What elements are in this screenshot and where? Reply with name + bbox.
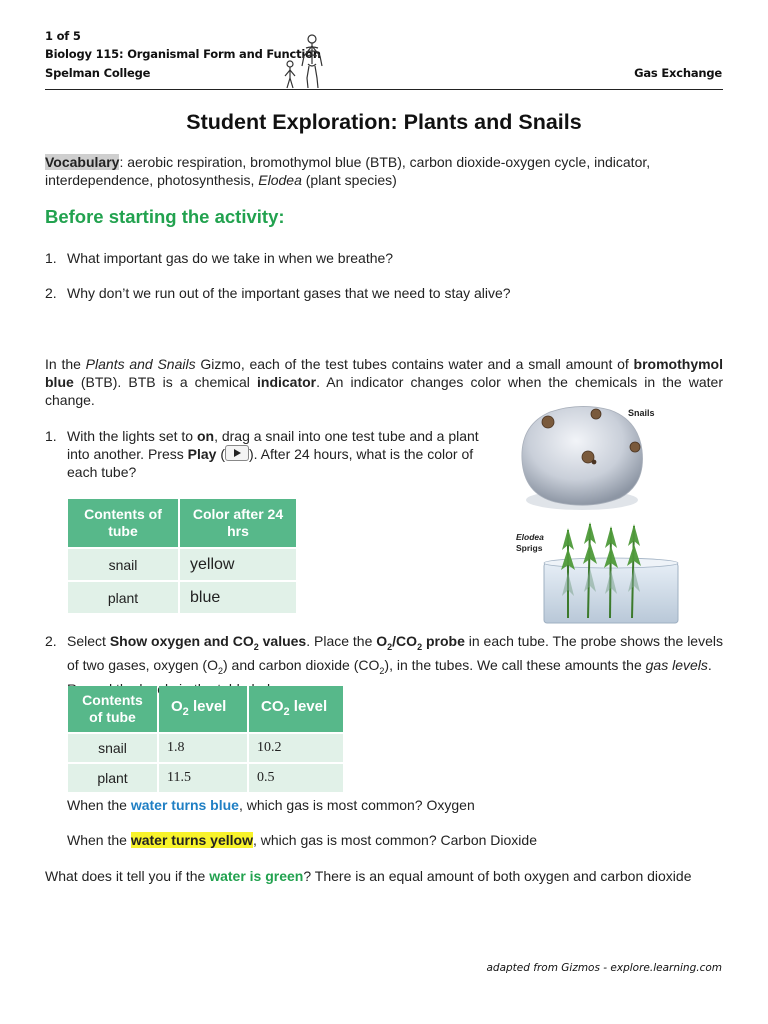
color-table-content: snail xyxy=(68,549,178,580)
color-table-answer[interactable]: yellow xyxy=(180,549,296,580)
q1-on: on xyxy=(196,428,215,444)
table-row xyxy=(68,582,296,613)
gas-levels-table xyxy=(66,684,345,794)
q2-text-a: Select xyxy=(67,633,110,649)
gas-table-o2-value[interactable]: 11.5 xyxy=(159,764,247,792)
header-rule xyxy=(45,89,723,90)
snails-elodea-figure xyxy=(510,400,690,628)
gas-table-co2-rest: level xyxy=(289,697,328,715)
table-row xyxy=(68,549,296,580)
green-q-text-b: ? There is an equal amount of both oxygen and carbon dioxide xyxy=(303,868,692,884)
vocabulary-text-a: : aerobic respiration, bromothymol blue (BTB), carbon dioxide-oxygen cycle, indicator, interdependence, photosynthesis, xyxy=(45,154,651,188)
vocabulary-elodea: Elodea xyxy=(258,172,302,188)
page-title: Student Exploration: Plants and Snails xyxy=(186,110,582,134)
green-water-highlight: water is green xyxy=(209,868,304,884)
prior-question-2-number: 2. xyxy=(45,285,57,301)
yellow-q-text-b: , which gas is most common? Carbon Dioxide xyxy=(252,832,537,848)
color-table xyxy=(66,497,298,615)
q1-text-b: , drag a snail into one test tube and a plant into another. Press xyxy=(67,428,479,462)
yellow-q-text-a: When the xyxy=(67,832,131,848)
gas-table-co2-value[interactable]: 10.2 xyxy=(249,734,343,762)
question-2-number: 2. xyxy=(45,633,57,649)
page-number: 1 of 5 xyxy=(45,29,81,43)
prior-question-1 xyxy=(45,249,393,267)
color-table-header-color: Color after 24 hrs xyxy=(180,499,296,547)
q1-text-c: ( xyxy=(216,446,226,462)
q2-c-sub: 2 xyxy=(217,665,223,676)
intro-text-a: In the xyxy=(45,356,86,372)
q2-gas-levels: gas levels xyxy=(645,656,708,673)
q2-probe-o-sub: 2 xyxy=(387,641,393,652)
yellow-water-highlight: water turns yellow xyxy=(130,832,253,848)
blue-water-question xyxy=(67,796,475,814)
green-water-question xyxy=(45,867,723,885)
gas-table-co2-value[interactable]: 0.5 xyxy=(249,764,343,792)
color-table-content: plant xyxy=(68,582,178,613)
q2-probe-c-sub: 2 xyxy=(417,641,423,652)
intro-text-d: . An indicator changes color when the chemicals in the water change. xyxy=(45,374,723,408)
question-1-number: 1. xyxy=(45,428,57,444)
q2-show-end: values xyxy=(258,633,307,649)
q2-show: Show oxygen and CO xyxy=(109,633,254,649)
blue-q-text-a: When the xyxy=(67,797,131,813)
indicator-term: indicator xyxy=(257,374,317,390)
q2-text-b: . Place the xyxy=(306,633,377,649)
college-name: Spelman College xyxy=(45,66,151,80)
gas-table-header-contents: Contents of tube xyxy=(68,686,157,732)
vocabulary-text-b: (plant species) xyxy=(301,172,397,188)
q2-text-d: ) and carbon dioxide (CO xyxy=(222,656,380,673)
vocabulary-label: Vocabulary xyxy=(45,154,120,170)
q1-play: Play xyxy=(187,446,217,462)
vocabulary-paragraph xyxy=(45,153,723,189)
gas-table-o2-sub: 2 xyxy=(182,705,189,718)
footer-credit: adapted from Gizmos - explore.learning.com xyxy=(486,962,722,974)
play-icon xyxy=(225,445,249,461)
btb-term: bromothymol blue xyxy=(45,356,723,390)
prior-question-2 xyxy=(45,284,511,302)
gas-table-o2-rest: level xyxy=(188,697,227,715)
gas-table-co2-symbol: CO xyxy=(261,697,284,715)
prior-question-2-text: Why don’t we run out of the important gases that we need to stay alive? xyxy=(67,285,511,301)
color-table-header-contents: Contents of tube xyxy=(68,499,178,547)
q2-text-f: . levels xyxy=(139,656,712,697)
intro-text-b: Gizmo, each of the test tubes contains water and a small amount of xyxy=(195,356,634,372)
question-1 xyxy=(45,427,495,481)
snails-label: Snails xyxy=(628,408,655,418)
table-row xyxy=(68,764,343,792)
gizmo-name: Plants and Snails xyxy=(85,356,196,372)
gas-table-header-co2 xyxy=(249,686,343,732)
q1-text-a: With the lights set to xyxy=(67,428,197,444)
q2-text-c: in each tube. The probe shows the levels of two gases, oxygen (O xyxy=(67,633,723,673)
before-heading: Before starting the activity: xyxy=(45,206,285,227)
gas-table-o2-value[interactable]: 1.8 xyxy=(159,734,247,762)
gas-table-content: snail xyxy=(68,734,157,762)
blue-water-highlight: water turns blue xyxy=(130,797,239,813)
elodea-label: Elodea xyxy=(516,532,544,542)
q2-probe-o: O xyxy=(376,633,388,649)
prior-question-1-number: 1. xyxy=(45,250,57,266)
q2-probe-mid: /CO xyxy=(392,633,418,649)
q2-d-sub: 2 xyxy=(379,665,385,676)
topic-label: Gas Exchange xyxy=(634,66,722,80)
gas-table-content: plant xyxy=(68,764,157,792)
gas-table-o2-symbol: O xyxy=(171,697,183,715)
q2-probe-end: probe xyxy=(422,633,465,649)
q1-text-d: ). After 24 hours, what is the color of each tube? xyxy=(67,446,474,480)
course-name: Biology 115: Organismal Form and Function xyxy=(45,47,321,61)
intro-text-c: (BTB). BTB is a chemical xyxy=(73,374,257,390)
gas-table-header-o2 xyxy=(159,686,247,732)
skeleton-logo xyxy=(278,34,328,90)
question-1-text xyxy=(67,427,487,481)
gas-table-co2-sub: 2 xyxy=(283,705,290,718)
sprigs-label: Sprigs xyxy=(516,543,543,553)
blue-q-text-b: , which gas is most common? Oxygen xyxy=(238,797,475,813)
q2-show-sub: 2 xyxy=(253,641,259,652)
color-table-answer[interactable]: blue xyxy=(180,582,296,613)
green-q-text-a: What does it tell you if the xyxy=(45,868,210,884)
table-row xyxy=(68,734,343,762)
yellow-water-question xyxy=(67,831,537,849)
q2-text-e: ), in the tubes. We call these amounts the xyxy=(384,656,646,673)
prior-question-1-text: What important gas do we take in when we breathe? xyxy=(67,250,394,266)
